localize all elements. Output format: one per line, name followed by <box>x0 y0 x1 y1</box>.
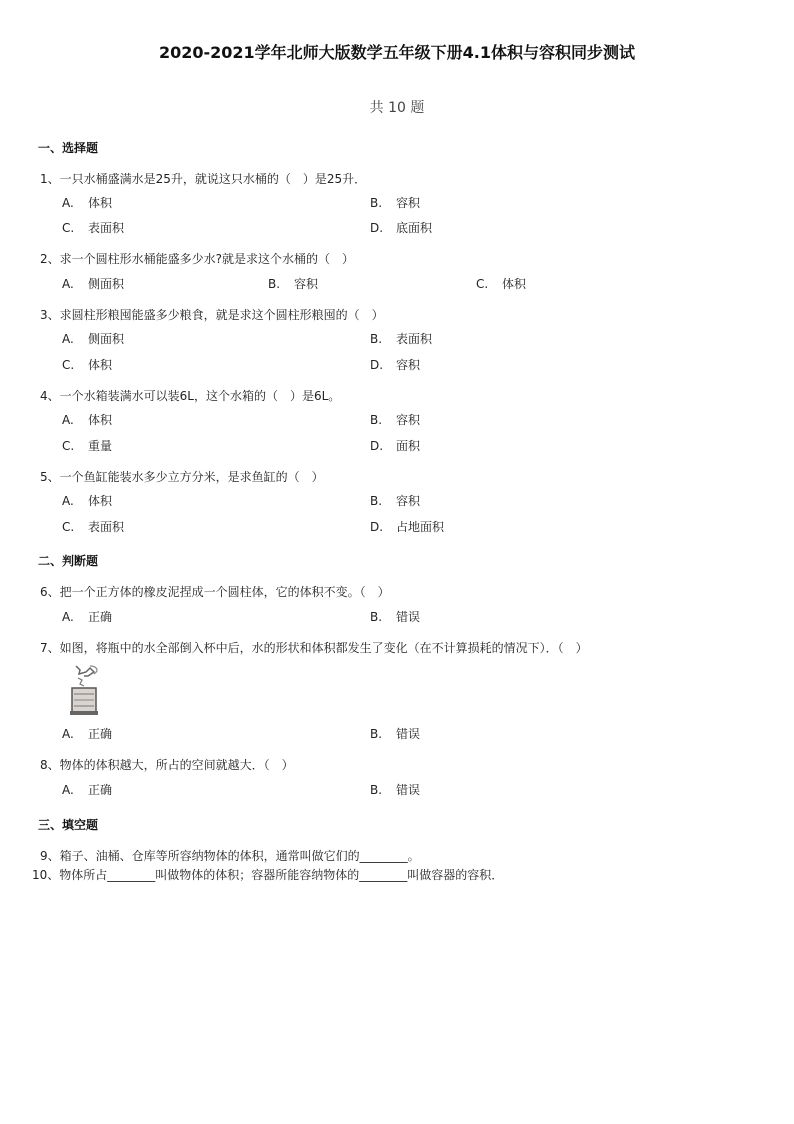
q1-option-d[interactable]: D. 底面积 <box>370 221 433 235</box>
question-8: 8、物体的体积越大，所占的空间就越大．（ ） <box>40 758 294 772</box>
q5-option-d[interactable]: D. 占地面积 <box>370 520 445 534</box>
q5-option-a[interactable]: A. 体积 <box>62 494 113 508</box>
q4-option-d[interactable]: D. 面积 <box>370 439 421 453</box>
section-heading-fill: 三、填空题 <box>38 818 99 832</box>
q6-option-b[interactable]: B. 错误 <box>370 610 421 624</box>
q1-option-b[interactable]: B. 容积 <box>370 196 421 210</box>
question-2: 2、求一个圆柱形水桶能盛多少水?就是求这个水桶的（ ） <box>40 252 355 266</box>
q3-option-a[interactable]: A. 侧面积 <box>62 332 125 346</box>
q6-option-a[interactable]: A. 正确 <box>62 610 113 624</box>
q4-option-a[interactable]: A. 体积 <box>62 413 113 427</box>
question-9: 9、箱子、油桶、仓库等所容纳物体的体积，通常叫做它们的________。 <box>40 849 420 863</box>
question-7: 7、如图，将瓶中的水全部倒入杯中后，水的形状和体积都发生了变化（在不计算损耗的情况下）．（ ） <box>40 641 588 655</box>
q5-option-c[interactable]: C. 表面积 <box>62 520 125 534</box>
q4-option-c[interactable]: C. 重量 <box>62 439 113 453</box>
question-5: 5、一个鱼缸能装水多少立方分米，是求鱼缸的（ ） <box>40 470 324 484</box>
q8-option-b[interactable]: B. 错误 <box>370 783 421 797</box>
section-heading-choice: 一、选择题 <box>38 141 99 155</box>
q2-option-b[interactable]: B. 容积 <box>268 277 319 291</box>
question-6: 6、把一个正方体的橡皮泥捏成一个圆柱体，它的体积不变。（ ） <box>40 585 390 599</box>
q4-option-b[interactable]: B. 容积 <box>370 413 421 427</box>
q3-option-b[interactable]: B. 表面积 <box>370 332 433 346</box>
q1-option-a[interactable]: A. 体积 <box>62 196 113 210</box>
q2-option-a[interactable]: A. 侧面积 <box>62 277 125 291</box>
q7-option-a[interactable]: A. 正确 <box>62 727 113 741</box>
q3-option-d[interactable]: D. 容积 <box>370 358 421 372</box>
q5-option-b[interactable]: B. 容积 <box>370 494 421 508</box>
section-heading-judge: 二、判断题 <box>38 554 99 568</box>
q7-option-b[interactable]: B. 错误 <box>370 727 421 741</box>
bottle-and-cup-figure <box>64 664 104 716</box>
question-4: 4、一个水箱装满水可以装6L，这个水箱的（ ）是6L。 <box>40 389 341 403</box>
page-title: 2020-2021学年北师大版数学五年级下册4.1体积与容积同步测试 <box>158 43 636 62</box>
q8-option-a[interactable]: A. 正确 <box>62 783 113 797</box>
question-3: 3、求圆柱形粮囤能盛多少粮食，就是求这个圆柱形粮囤的（ ） <box>40 308 384 322</box>
q2-option-c[interactable]: C. 体积 <box>476 277 527 291</box>
question-10: 10、物体所占________叫做物体的体积；容器所能容纳物体的________叫做容器的容积． <box>32 868 504 882</box>
question-count: 共 10 题 <box>369 100 425 116</box>
q3-option-c[interactable]: C. 体积 <box>62 358 113 372</box>
q1-option-c[interactable]: C. 表面积 <box>62 221 125 235</box>
question-1: 1、一只水桶盛满水是25升，就说这只水桶的（ ）是25升． <box>40 172 367 186</box>
